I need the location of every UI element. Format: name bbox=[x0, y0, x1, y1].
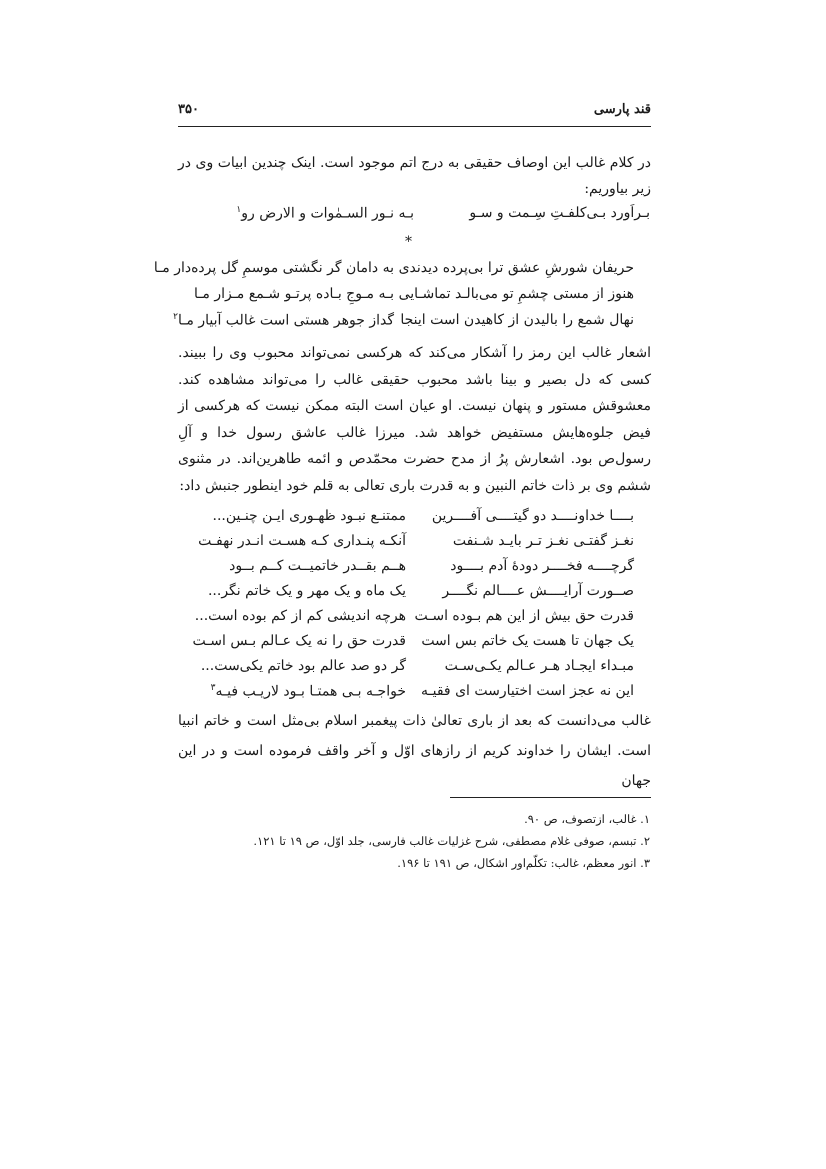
verse-a-1-left: به دامان گر نگشتی موسمِ گل پرده‌دار مـا bbox=[153, 260, 394, 276]
footnote-divider bbox=[450, 797, 651, 798]
intro-verse-left-text: بـه نـور السـمٰوات و الارض رو bbox=[241, 205, 414, 222]
footnote-ref: ۲ bbox=[173, 312, 178, 322]
running-header bbox=[178, 98, 651, 127]
page-number: ۳۵۰ bbox=[178, 102, 199, 117]
verse-b-3-right: گرچــــه فخــــر دودهٔ آدم بــــود bbox=[450, 558, 634, 574]
verse-b-1-right: بــــا خداونــــد دو گیتــــی آفــــرین bbox=[431, 508, 634, 524]
footnote-3: ۳. انور معظم، غالب: تکلّم‌اور اشکال، ص ۱۹۱ تا ۱۹۶. bbox=[397, 856, 650, 870]
intro-verse-left bbox=[236, 205, 414, 222]
verse-b-4-left: یک ماه و یک مهر و یک خاتم نگر... bbox=[207, 583, 406, 599]
verse-a-3-left bbox=[173, 312, 394, 329]
footnote-ref: ۱ bbox=[236, 205, 242, 215]
verse-b-1-left: ممتنـع نبـود ظهـوری ایـن چنـین... bbox=[212, 508, 406, 524]
verse-b-6-left: قدرت حق را نه یک عـالم بـس اسـت bbox=[192, 633, 406, 649]
section-separator: * bbox=[405, 234, 412, 250]
footnote-ref: ۳ bbox=[210, 683, 216, 693]
verse-a-1-right: حریفان شورشِ عشق ترا بی‌پرده دیدندی bbox=[398, 260, 634, 276]
verse-b-2-right: نغـز گفتـی نغـز تـر بایـد شـنفت bbox=[452, 533, 634, 549]
verse-a-3-right: نهال شمع را بالیدن از کاهیدن است اینجا bbox=[400, 312, 634, 328]
verse-b-8-right: این نه عجز است اختیارست ای فقیـه bbox=[421, 683, 634, 699]
closing-paragraph: غالب می‌دانست که بعد از باری تعالیٰ ذات پیغمبر اسلام بی‌مثل است و خاتم انبیا است. ایشان را خداوند کریم از رازهای اوّل و آخر واقف فرموده است و در این جهان bbox=[178, 713, 651, 789]
verse-b-8-left-text: خواجـه بـی همتـا بـود لاریـب فیـه bbox=[215, 683, 406, 700]
footnote-2: ۲. تبسم، صوفی غلام مصطفی، شرح غزلیات غالب فارسی، جلد اوّل، ص ۱۹ تا ۱۲۱. bbox=[253, 834, 650, 848]
verse-b-8-left bbox=[211, 683, 406, 700]
verse-b-5-left: هرچه اندیشی کم از کم بوده است... bbox=[194, 608, 406, 624]
verse-b-5-right: قدرت حق بیش از این هم بـوده اسـت bbox=[414, 608, 634, 624]
footnote-1: ۱. غالب، ازتصوف، ص ۹۰. bbox=[524, 812, 650, 826]
verse-a-2-left: بـه مـوجِ بـاده پرتـو شـمع مـزار مـا bbox=[194, 286, 394, 302]
verse-a-2-right: هنوز از مستی چشمِ تو می‌بالـد تماشـایی bbox=[398, 286, 634, 302]
verse-a-3-left-text: گداز جوهر هستی است غالب آبیار مـا bbox=[178, 312, 394, 329]
book-title: قند پارسی bbox=[593, 102, 651, 117]
verse-b-4-right: صــورت آرایــــش عــــالم نگــــر bbox=[442, 583, 634, 599]
intro-verse-right: بـراَورد بـی‌کلفـتِ سِـمت و سـو bbox=[469, 205, 650, 221]
intro-paragraph: در کلام غالب این اوصاف حقیقی به درج اتم موجود است. اینک چندین ابیات وی در زیر بیاوریم: bbox=[178, 155, 651, 197]
verse-b-6-right: یک جهان تا هست یک خاتم بس است bbox=[421, 633, 634, 649]
verse-b-3-left: هــم بقــدر خاتمیــت کــم بــود bbox=[229, 558, 406, 574]
verse-b-7-left: گر دو صد عالم بود خاتم یکی‌ست... bbox=[200, 658, 406, 674]
verse-b-2-left: آنکـه پنـداری کـه هسـت انـدر نهفـت bbox=[198, 533, 406, 549]
middle-paragraph: اشعار غالب این رمز را آشکار می‌کند که هرکسی نمی‌تواند محبوب وی را ببیند. کسی که دل بصیر و بینا باشد محبوب حقیقی غالب را می‌تواند مشاهده کند. معشوقش مستور و پنهان نیست. او عیان است البته ممکن نیست که هرکسی از فیض جلوه‌هایش مستفیض خواهد شد. میرزا غالب عاشق رسول خدا و آلِ رسول‌ص بود. اشعارش پرُ از مدح حضرت محمّدص و ائمه طاهرین‌اند. در مثنوی ششم وی بر ذات خاتم النبین و به قدرت باری تعالی به قلم خود اینطور جنبش داد: bbox=[178, 345, 651, 494]
verse-b-7-right: مبـداء ایجـاد هـر عـالم یکـی‌سـت bbox=[444, 658, 634, 674]
